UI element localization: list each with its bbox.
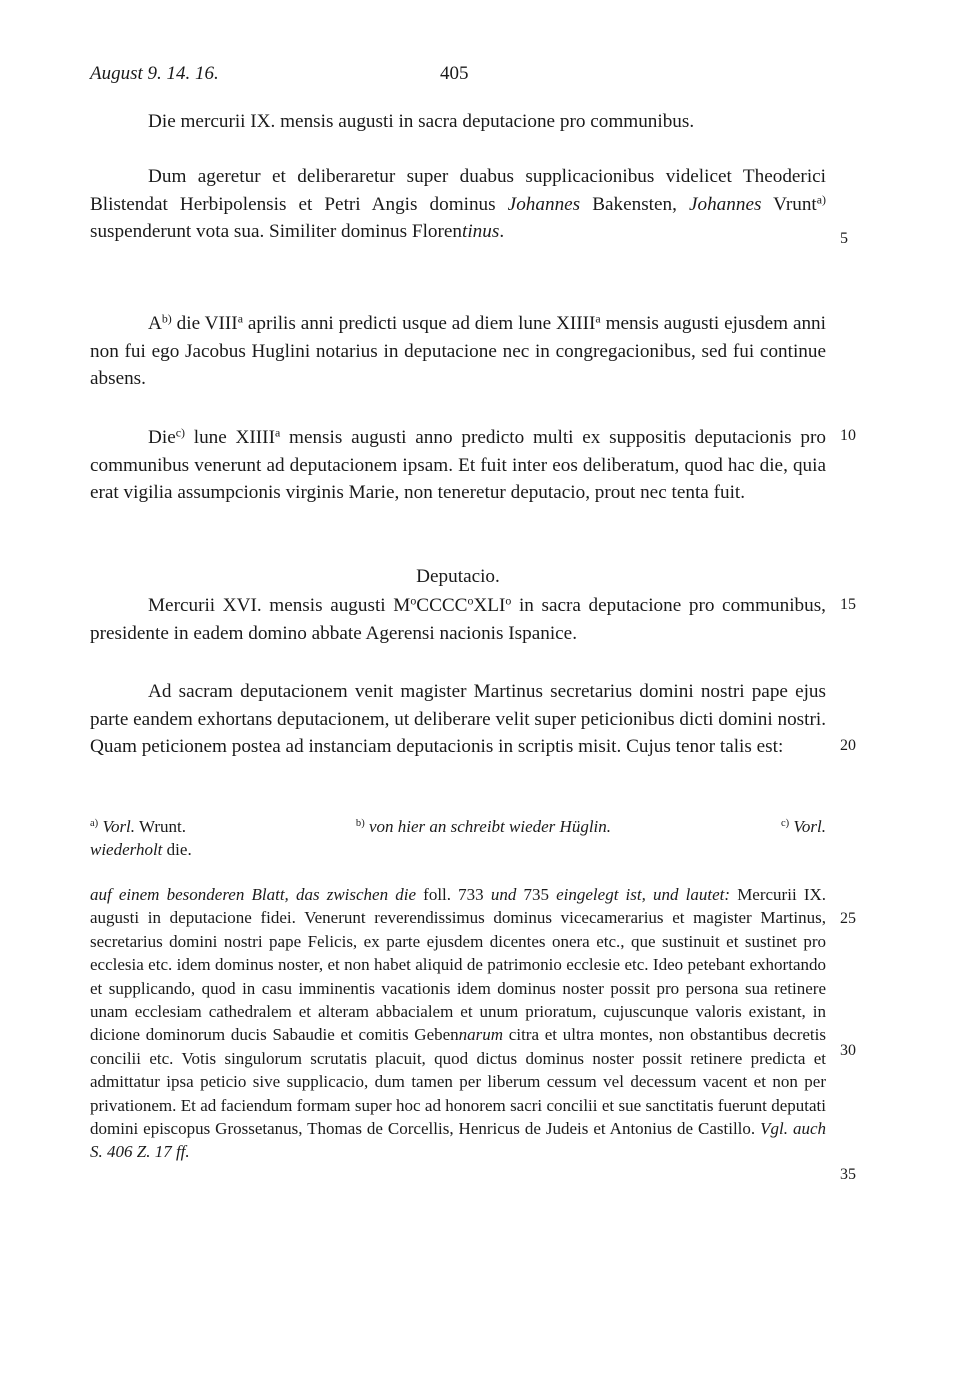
footnote-ref-b: b) <box>161 311 172 326</box>
line-number-30: 30 <box>840 1042 856 1059</box>
footnote-c: $^{c)}$ Vorl. <box>780 817 826 836</box>
paragraph-5: Mercurii XVI. mensis augusti $M^oCCCC^oXLI^o$ in sacra deputacione pro communibus, presidente in eadem domino abbate Agerensi nacionis Ispanice. <box>90 593 826 644</box>
line-number-5: 5 <box>840 230 848 247</box>
page-number: 405 <box>440 63 469 84</box>
footnote-ref-c: c) <box>175 425 185 440</box>
footnote-b: $^{b)}$ von hier an schreibt wieder Hüglin. <box>355 817 612 836</box>
line-number-10: 10 <box>840 427 856 444</box>
paragraph-1: Die mercurii IX. mensis augusti in sacra deputacione pro communibus. <box>148 111 695 132</box>
line-number-25: 25 <box>840 910 856 927</box>
line-number-35: 35 <box>840 1166 856 1183</box>
footnote-ref-a: a) <box>816 191 827 206</box>
line-number-15: 15 <box>840 596 856 613</box>
paragraph-4: Die$^{c)}$ lune XIIII$^a$ mensis augusti anno predicto multi ex suppositis deputacionis pro communibus venerunt ad deputacionem ipsam. Et fuit inter eos deliberatum, quod hac die, quia erat vigilia assumpcionis virginis Marie, non teneretur deputacio, prout nec tenta fuit. <box>90 425 826 503</box>
section-heading: Deputacio. <box>416 566 500 587</box>
appendix-note: auf einem besonderen Blatt, das zwischen die foll. 733 und 735 eingelegt ist, und lautet: Mercurii IX. augusti in deputacione fidei. Venerunt reverendissimus dominus vicecamerarius et magister Martinus, secretarius domini nostri pape Felicis, ex parte ejusdem dicentes onera etc., que sustinuit et sustinet pro ecclesia etc. idem dominus noster, et non habet aliquid de patrimonio ecclesie etc. Ideo petebant exhortando et supplicando, quod in casu imminentis vacationis idem dominus noster possit pro persona sua retinere unam ecclesiam cathedralem et alteram abbacialem et unum prioratum, cujuscunque valoris existant, in dicione dominorum ducis Sabaudie et comitis Gebennarum citra et ultra montes, non obstantibus decretis concilii etc. Votis singulorum scrutatis placuit, quod dictus dominus noster possit retinere predicta et admittatur ipsa peticio sive supplicacio, dum tamen per liberum cessum vel decessum vacent et non per privationem. Et ad faciendum formam super hoc ad honorem sacri concilii et sue sanctitatis fuerunt deputati domini episcopus Grossetanus, Thomas de Corcellis, Henricus de Judeis et Antonius de Castillo. Vgl. auch S. 406 Z. 17 ff. <box>90 885 827 1162</box>
line-number-20: 20 <box>840 737 856 754</box>
footnotes <box>90 815 826 838</box>
footnote-c-continued: wiederholt die. <box>90 840 192 859</box>
running-header: August 9. 14. 16. <box>90 63 219 84</box>
footnote-a: $^{a)}$ Vorl. Wrunt. <box>90 817 186 836</box>
paragraph-6: Ad sacram deputacionem venit magister Martinus secretarius domini nostri pape ejus parte eandem exhortans deputacionem, ut deliberare velit super peticionibus dicti domini nostri. Quam peticionem postea ad instanciam deputacionis in scriptis misit. Cujus tenor talis est: <box>90 681 826 757</box>
paragraph-3: $A^{b)}$ die VIII$^a$ aprilis anni predicti usque ad diem lune XIIII$^a$ mensis augusti ejusdem anni non fui ego Jacobus Huglini notarius in deputacione nec in congregacionibus, sed fui continue absens. <box>90 311 826 389</box>
paragraph-2: Dum ageretur et deliberaretur super duabus supplicacionibus videlicet Theoderici Blistendat Herbipolensis et Petri Angis dominus Johannes Bakensten, Johannes Vrunt$^{a)}$ suspenderunt vota sua. Similiter dominus Florentinus. <box>90 166 827 242</box>
